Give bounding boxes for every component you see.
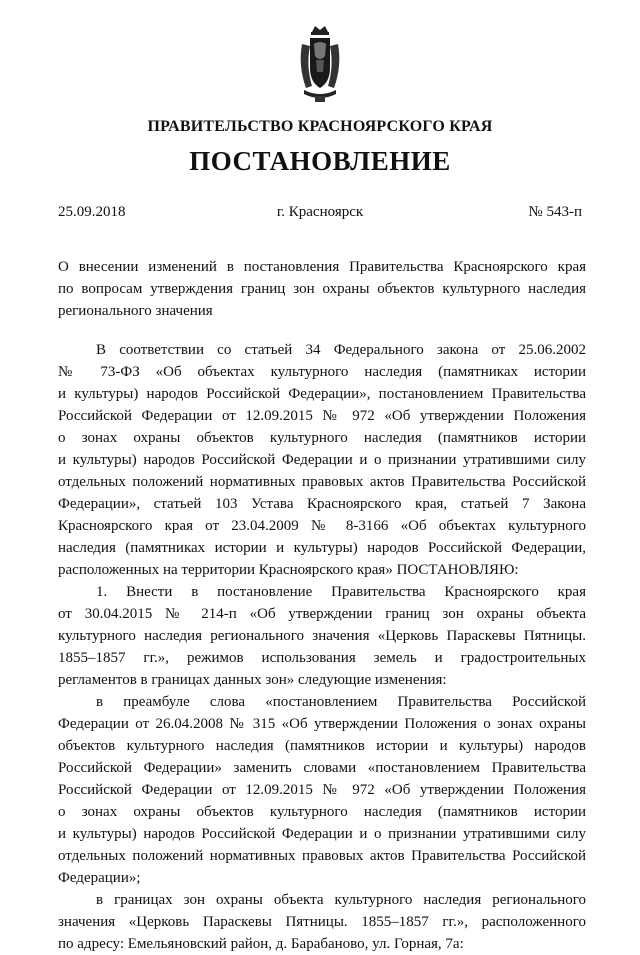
body-line: от 30.04.2015 № 214-п «Об утверждении границ зон охраны объекта xyxy=(58,606,586,622)
document-title: ПОСТАНОВЛЕНИЕ xyxy=(189,146,451,176)
body-line: в границах зон охраны объекта культурного наследия регионального xyxy=(96,892,586,908)
document-subject xyxy=(58,256,586,322)
government-heading: ПРАВИТЕЛЬСТВО КРАСНОЯРСКОГО КРАЯ xyxy=(147,118,493,135)
body-line: культурного наследия регионального значения «Церковь Параскевы Пятницы. xyxy=(58,628,586,644)
body-line: объектов культурного наследия (памятников истории и культуры) народов xyxy=(58,738,586,754)
document-date: 25.09.2018 xyxy=(58,204,126,220)
body-line: отдельных положений нормативных правовых актов Правительства Российской xyxy=(58,848,586,864)
document-number: № 543-п xyxy=(528,204,582,220)
body-line: Российской Федерации от 12.09.2015 № 972 «Об утверждении Положения xyxy=(58,782,586,798)
document-city: г. Красноярск xyxy=(276,204,364,220)
body-line: № 73-ФЗ «Об объектах культурного наследия (памятниках истории xyxy=(58,364,586,380)
subject-line: регионального значения xyxy=(58,303,213,319)
body-line: 1. Внести в постановление Правительства Красноярского края xyxy=(96,584,586,600)
body-line: значения «Церковь Параскевы Пятницы. 1855–1857 гг.», расположенного xyxy=(58,914,586,930)
body-line: и культуры) народов Российской Федерации и о признании утратившими силу xyxy=(58,826,586,842)
body-line: Федерации»; xyxy=(58,870,141,886)
body-line: Федерации от 26.04.2008 № 315 «Об утверждении Положения о зонах охраны xyxy=(58,716,586,732)
body-line: Российской Федерации от 12.09.2015 № 972 «Об утверждении Положения xyxy=(58,408,586,424)
subject-line: О внесении изменений в постановления Правительства Красноярского края xyxy=(58,259,586,275)
body-line: Российской Федерации» заменить словами «постановлением Правительства xyxy=(58,760,586,776)
body-line: о зонах охраны объектов культурного наследия (памятников истории xyxy=(58,430,586,446)
body-line: отдельных положений нормативных правовых актов Правительства Российской xyxy=(58,474,586,490)
body-line: и культуры) народов Российской Федерации», постановлением Правительства xyxy=(58,386,586,402)
body-line: В соответствии со статьей 34 Федерального закона от 25.06.2002 xyxy=(96,342,586,358)
body-line: Федерации», статьей 103 Устава Красноярского края, статьей 7 Закона xyxy=(58,496,586,512)
document-body xyxy=(58,339,586,955)
body-line: 1855–1857 гг.», режимов использования земель и градостроительных xyxy=(58,650,586,666)
body-line: о зонах охраны объектов культурного наследия (памятников истории xyxy=(58,804,586,820)
body-line: по адресу: Емельяновский район, д. Барабаново, ул. Горная, 7а: xyxy=(58,936,464,952)
body-line: расположенных на территории Красноярского края» ПОСТАНОВЛЯЮ: xyxy=(58,562,519,578)
body-line: и культуры) народов Российской Федерации и о признании утратившими силу xyxy=(58,452,586,468)
body-line: Красноярского края от 23.04.2009 № 8-3166 «Об объектах культурного xyxy=(58,518,586,534)
body-line: в преамбуле слова «постановлением Правительства Российской xyxy=(96,694,586,710)
subject-line: по вопросам утверждения границ зон охраны объектов культурного наследия xyxy=(58,281,586,297)
body-line: регламентов в границах данных зон» следующие изменения: xyxy=(58,672,447,688)
body-line: наследия (памятниках истории и культуры) народов Российской Федерации, xyxy=(58,540,586,556)
coat-of-arms-icon xyxy=(296,22,344,106)
